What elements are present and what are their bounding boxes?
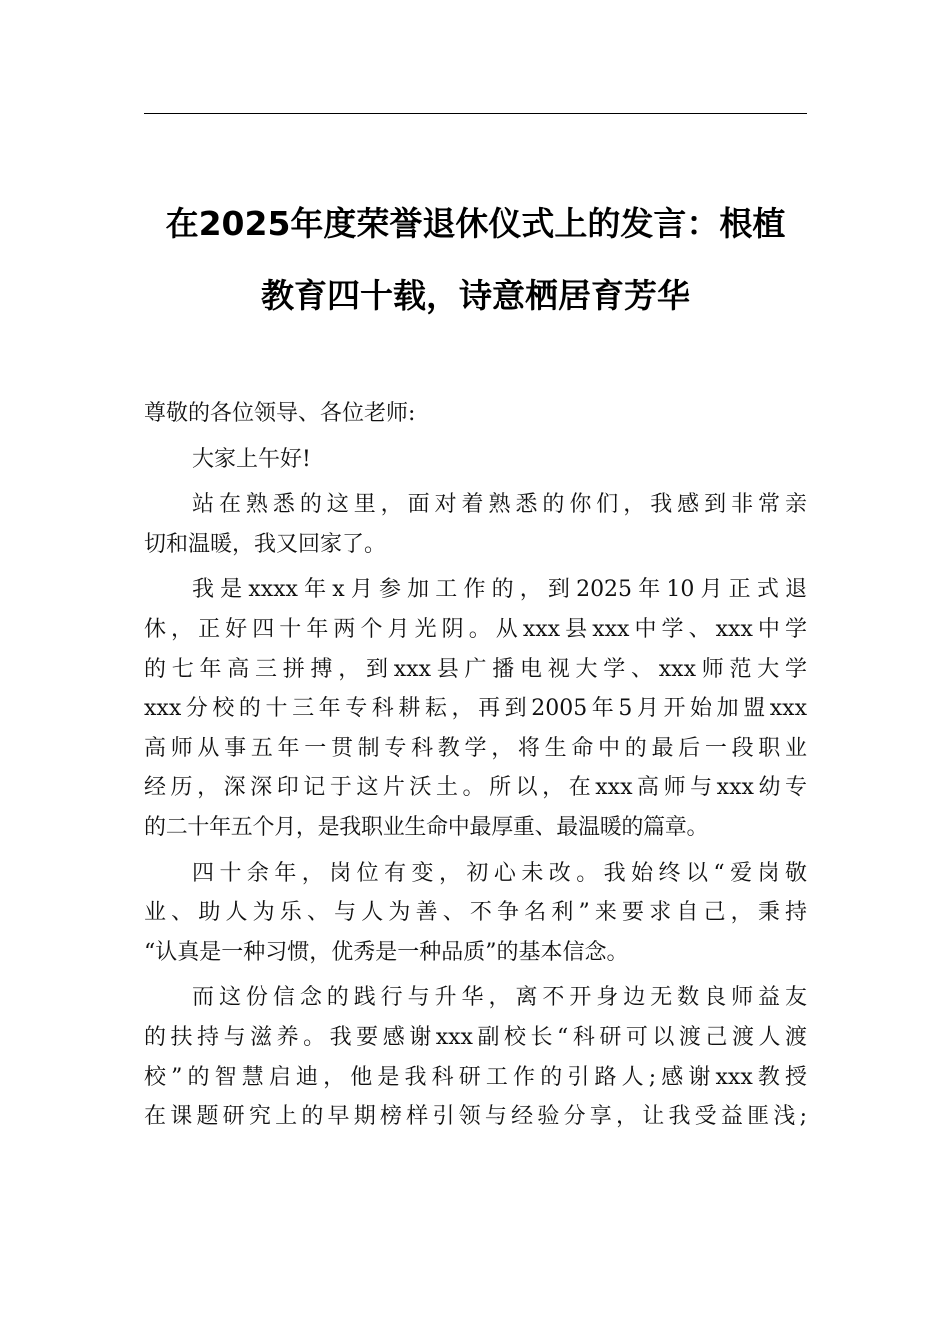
header-rule <box>144 113 807 114</box>
paragraph-line: “认真是一种习惯，优秀是一种品质”的基本信念。 <box>144 939 629 965</box>
paragraph-line: 四十余年，岗位有变，初心未改。我始终以“爱岗敬 <box>192 860 807 886</box>
greeting-line: 尊敬的各位领导、各位老师: <box>144 401 416 426</box>
paragraph-line: 大家上午好! <box>192 446 311 472</box>
title-line-2: 教育四十载，诗意栖居育芳华 <box>261 276 690 315</box>
paragraph-line: 的二十年五个月，是我职业生命中最厚重、最温暖的篇章。 <box>144 814 709 840</box>
paragraph-line: 业、助人为乐、与人为善、不争名利”来要求自己，秉持 <box>144 900 807 926</box>
paragraph-3 <box>144 570 807 847</box>
document-body <box>144 394 807 1137</box>
paragraph-line: 站在熟悉的这里，面对着熟悉的你们，我感到非常亲 <box>192 492 807 518</box>
paragraph-5 <box>144 978 807 1136</box>
greeting <box>144 394 807 434</box>
paragraph-line: 经历，深深印记于这片沃土。所以，在xxx高师与xxx幼专 <box>144 775 807 801</box>
paragraph-2 <box>144 485 807 564</box>
paragraph-line: 我是xxxx年x月参加工作的，到2025年10月正式退 <box>192 577 807 603</box>
paragraph-4 <box>144 854 807 973</box>
paragraph-line: 高师从事五年一贯制专科教学，将生命中的最后一段职业 <box>144 735 807 761</box>
paragraph-line: 在课题研究上的早期榜样引领与经验分享，让我受益匪浅; <box>144 1104 807 1130</box>
paragraph-1 <box>144 440 807 480</box>
paragraph-line: 的扶持与滋养。我要感谢xxx副校长“科研可以渡己渡人渡 <box>144 1024 807 1050</box>
paragraph-line: 而这份信念的践行与升华，离不开身边无数良师益友 <box>192 985 807 1011</box>
paragraph-line: 切和温暖，我又回家了。 <box>144 531 387 557</box>
document-title <box>144 188 807 332</box>
paragraph-line: 休，正好四十年两个月光阴。从xxx县xxx中学、xxx中学 <box>144 616 807 642</box>
paragraph-line: 校”的智慧启迪，他是我科研工作的引路人;感谢xxx教授 <box>144 1064 807 1090</box>
title-line-1: 在2025年度荣誉退休仪式上的发言：根植 <box>165 204 786 243</box>
paragraph-line: xxx分校的十三年专科耕耘，再到2005年5月开始加盟xxx <box>144 696 807 722</box>
paragraph-line: 的七年高三拼搏，到xxx县广播电视大学、xxx师范大学 <box>144 656 807 682</box>
